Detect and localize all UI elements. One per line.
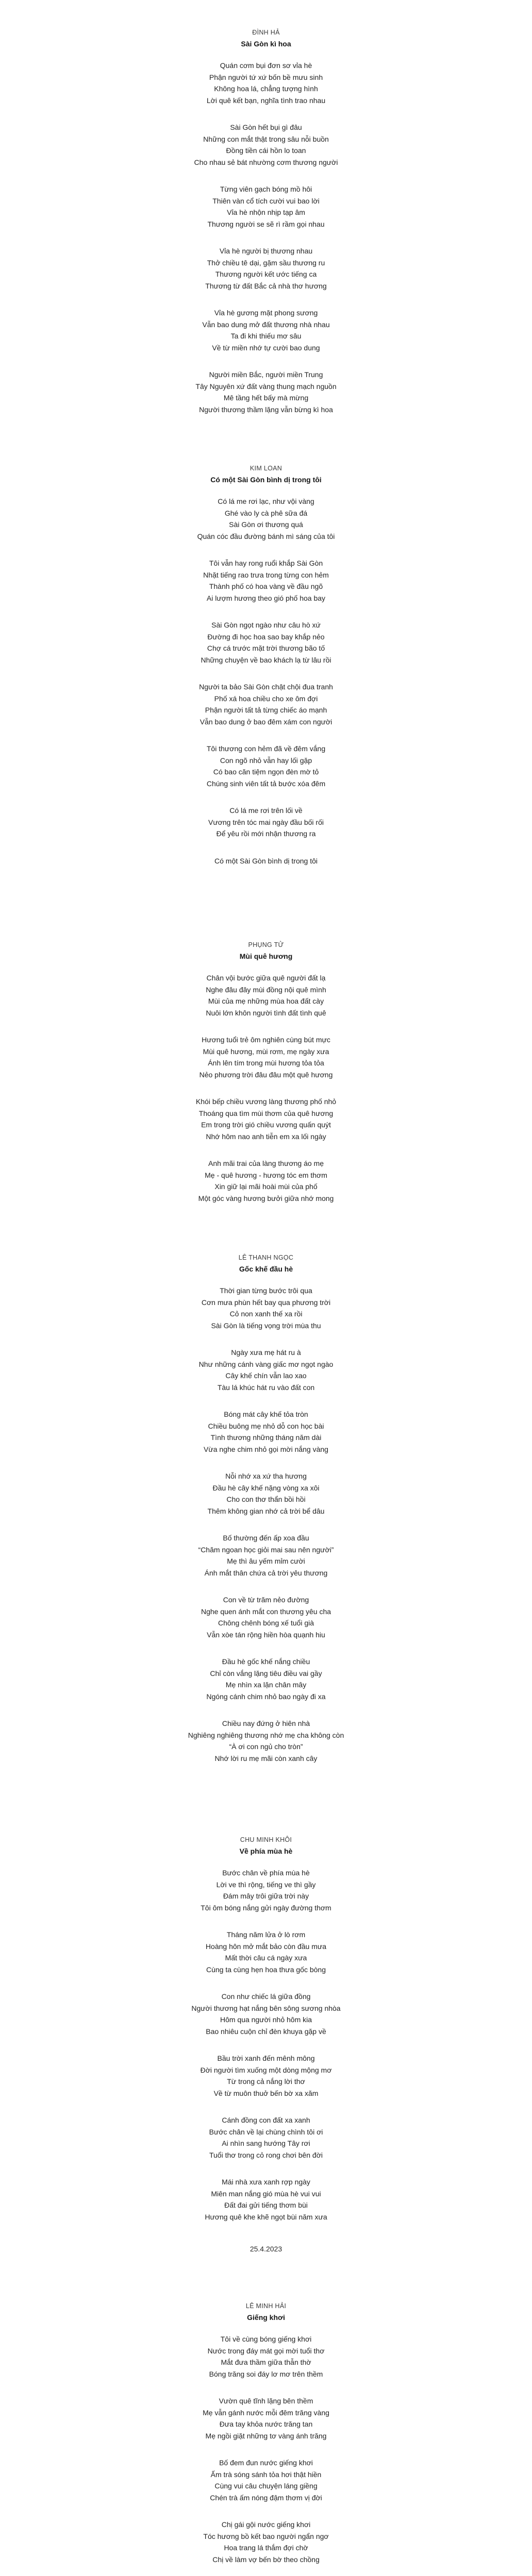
verse-line: Ai nhìn sang hướng Tây rơi xyxy=(222,2139,310,2147)
stanza xyxy=(0,369,532,415)
verse-line: Tây Nguyên xứ đất vàng thung mạch nguồn xyxy=(195,382,337,391)
poem-author: LÊ THANH NGỌC xyxy=(238,1254,294,1261)
verse-line: Khói bếp chiều vương làng thương phố nhỏ xyxy=(195,1097,337,1106)
stanza xyxy=(0,557,532,604)
verse-line: Mùi quê hương, mùi rơm, mẹ ngày xưa xyxy=(203,1047,329,1056)
verse-line: Thoáng qua tìm mùi thơm của quê hương xyxy=(198,1109,334,1117)
verse-line: Có lá me rơi lạc, như vội vàng xyxy=(218,497,314,505)
verse-line: Nỗi nhớ xa xứ tha hương xyxy=(225,1472,307,1480)
stanza xyxy=(0,496,532,542)
verse-line: Sài Gòn ơi thương quá xyxy=(229,520,303,529)
verse-line: Mẹ ngồi giặt những tơ vàng ánh trăng xyxy=(205,2431,327,2440)
verse-line: Vẫn bao dung ở bao đêm xám con người xyxy=(200,717,332,726)
verse-line: Vỉa hè gương mặt phong sương xyxy=(214,309,318,317)
verse-line: Sài Gòn hết bụi gì đâu xyxy=(230,123,302,131)
poem xyxy=(0,27,532,431)
verse-line: Nuôi lớn khôn người tình đất tình quê xyxy=(206,1008,326,1017)
verse-line: Bước chân về lại chùng chình tôi ơi xyxy=(209,2127,323,2136)
verse-line: Những chuyện về bao khách lạ từ lâu rồi xyxy=(201,655,331,664)
verse-line: Cùng vui câu chuyện láng giềng xyxy=(214,2482,318,2490)
verse-line: Như những cánh vàng giấc mơ ngọt ngào xyxy=(198,1360,334,1368)
verse-line: Em trong trời gió chiều vương quấn quýt xyxy=(201,1121,331,1129)
verse-line: Mê tầng hết bấy mà mừng xyxy=(223,394,309,402)
verse-line: Thiên vàn cổ tích cười vui bao lời xyxy=(212,196,320,205)
stanza xyxy=(0,743,532,789)
stanza xyxy=(0,2176,532,2223)
verse-line: Tôi về cùng bóng giếng khơi xyxy=(220,2335,312,2343)
verse-line: Bóng mát cây khế tỏa tròn xyxy=(224,1410,308,1418)
verse-line: Ánh lên tím trong mùi hương tỏa tỏa xyxy=(208,1059,324,1067)
stanza xyxy=(0,1409,532,1455)
stanza xyxy=(0,122,532,168)
verse-line: Cho con thơ thẩn bồi hồi xyxy=(226,1495,306,1503)
verse-line: Sài Gòn là tiếng vọng trời mùa thu xyxy=(211,1321,321,1330)
stanza xyxy=(0,1929,532,1975)
stanza xyxy=(0,2114,532,2161)
stanza xyxy=(0,855,532,867)
verse-line: Tàu lá khúc hát ru vào đất con xyxy=(217,1383,315,1392)
stanza xyxy=(0,60,532,106)
verse-line: Bầu trời xanh đến mênh mông xyxy=(217,2054,315,2062)
verse-line: Đồng tiền cái hồn lo toan xyxy=(226,146,306,155)
verse-line: Người thương thầm lặng vẫn bừng kì hoa xyxy=(199,405,333,414)
verse-line: Thời gian từng bước trôi qua xyxy=(220,1286,312,1295)
stanza xyxy=(0,1594,532,1640)
verse-line: Chị gái gội nước giếng khơi xyxy=(221,2520,311,2529)
verse-line: Thương người kết ước tiếng ca xyxy=(215,270,317,278)
stanza xyxy=(0,1096,532,1142)
verse-line: Mẹ vẫn gánh nước mỗi đêm trăng vàng xyxy=(203,2408,329,2417)
verse-line: Nghiêng nghiêng thương nhớ mẹ cha không còn xyxy=(188,1731,344,1739)
stanza xyxy=(0,183,532,230)
verse-line: “Chăm ngoan học giỏi mai sau nên người” xyxy=(198,1545,334,1554)
verse-line: Lời quê kết bạn, nghĩa tình trao nhau xyxy=(206,96,326,105)
verse-line: Nẻo phương trời đâu đâu một quê hương xyxy=(199,1070,333,1079)
poem-title: Giếng khơi xyxy=(247,2313,285,2321)
verse-line: Nhặt tiếng rao trưa trong từng con hẻm xyxy=(203,570,329,579)
verse-line: Phận người tất tả từng chiếc áo mạnh xyxy=(205,706,327,714)
verse-line: Bao nhiêu cuộn chỉ đèn khuya gặp về xyxy=(206,2027,326,2036)
verse-line: Vẫn bao dung mở đất thương nhà nhau xyxy=(202,320,330,329)
stanza xyxy=(0,972,532,1019)
verse-line: Mất thời câu cá ngày xưa xyxy=(225,1954,307,1962)
verse-line: Nhớ hôm nao anh tiễn em xa lối ngày xyxy=(206,1132,326,1141)
verse-line: Có lá me rơi trên lối về xyxy=(229,806,303,815)
verse-line: Nghe quen ánh mắt con thương yêu cha xyxy=(201,1607,331,1616)
verse-line: Mắt đưa thầm giữa thẫn thờ xyxy=(221,2358,311,2366)
verse-line: Bước chân về phía mùa hè xyxy=(222,1869,310,1877)
verse-line: Con như chiếc lá giữa đồng xyxy=(221,1992,311,2001)
verse-line: Chợ cá trước mặt trời thương bão tố xyxy=(207,644,325,652)
verse-line: Chúng sinh viên tất tả bước xóa đêm xyxy=(206,779,326,788)
stanza xyxy=(0,1158,532,1204)
verse-line: Ấm trà sóng sánh tỏa hơi thật hiền xyxy=(210,2470,322,2479)
stanza xyxy=(0,1347,532,1393)
verse-line: Cánh đồng con đất xa xanh xyxy=(222,2116,310,2124)
verse-line: Tóc hương bồ kết bao người ngẩn ngơ xyxy=(203,2532,329,2540)
verse-line: Ghé vào ly cà phê sữa đá xyxy=(224,509,308,517)
verse-line: Nhớ lời ru mẹ mãi còn xanh cây xyxy=(214,1754,318,1762)
verse-line: Thương từ đất Bắc cả nhà thơ hương xyxy=(205,281,327,290)
poem-title: Gốc khế đầu hè xyxy=(239,1265,293,1273)
poem-title: Về phía mùa hè xyxy=(239,1847,293,1855)
verse-line: Một góc vàng hương bưởi giữa nhớ mong xyxy=(198,1194,334,1202)
verse-line: Vườn quê tĩnh lặng bên thềm xyxy=(219,2397,313,2405)
verse-line: Miên man nắng gió mùa hè vui vui xyxy=(211,2189,321,2198)
verse-line: Lời ve thì rộng, tiếng ve thì gầy xyxy=(216,1880,316,1889)
verse-line: Cây khế chín vẫn lao xao xyxy=(225,1371,307,1380)
verse-line: Vỉa hè nhộn nhịp tạp âm xyxy=(227,208,305,216)
verse-line: Mẹ thì âu yếm mỉm cười xyxy=(227,1557,305,1565)
verse-line: Tôi ôm bóng nắng gửi ngày đường thơm xyxy=(201,1903,331,1912)
stanza xyxy=(0,1656,532,1702)
verse-line: Bố thường đến ấp xoa đầu xyxy=(223,1534,309,1542)
poem-author: ĐÌNH HẢ xyxy=(252,29,280,36)
verse-line: Con ngõ nhỏ vẫn hay lối gặp xyxy=(220,756,312,765)
verse-line: Tháng năm lửa ở lò rơm xyxy=(226,1930,306,1939)
verse-line: Tôi thương con hẻm đã về đêm vắng xyxy=(206,744,326,753)
verse-line: Hương tuổi trẻ ôm nghiên cùng bút mực xyxy=(202,1036,330,1044)
verse-line: Hôm qua người nhỏ hôm kia xyxy=(220,2015,312,2024)
stanza xyxy=(0,1285,532,1331)
stanza xyxy=(0,2053,532,2099)
verse-line: Ánh mắt thân chứa cả trời yêu thương xyxy=(204,1568,328,1577)
verse-line: Về từ miền nhớ tự cười bao dung xyxy=(212,343,320,352)
verse-line: Chiều buông mẹ nhỏ dỗ con học bài xyxy=(208,1421,324,1430)
stanza xyxy=(0,1532,532,1579)
stanza xyxy=(0,2395,532,2442)
verse-line: Về từ muôn thuở bến bờ xa xăm xyxy=(213,2089,319,2097)
verse-line: Bóng trăng soi đáy lơ mơ trên thềm xyxy=(209,2369,323,2378)
poem xyxy=(0,1834,532,2255)
verse-line: Sài Gòn ngọt ngào như câu hò xứ xyxy=(211,621,321,629)
verse-line: Vỉa hè người bị thương nhau xyxy=(219,247,313,255)
verse-line: Phận người tứ xứ bốn bề mưu sinh xyxy=(209,73,323,81)
verse-line: Những con mắt thật trong sâu nỗi buồn xyxy=(203,134,329,143)
verse-line: Người thương hạt nắng bên sông sương nhòa xyxy=(191,2004,341,2012)
verse-line: Cỏ non xanh thế xa rồi xyxy=(229,1310,303,1318)
verse-line: Đường đi học hoa sao bay khắp nẻo xyxy=(207,632,325,641)
verse-line: Chỉ còn vắng lặng tiêu điều vai gầy xyxy=(210,1669,322,1677)
stanza xyxy=(0,1867,532,1913)
stanza xyxy=(0,1718,532,1764)
verse-line: Nghe đâu đây mùi đồng nội quê mình xyxy=(206,985,326,994)
stanza xyxy=(0,805,532,840)
verse-line: Vừa nghe chim nhỏ gọi mời nắng vàng xyxy=(204,1445,328,1453)
verse-line: Mẹ nhìn xa lặn chân mây xyxy=(225,1681,307,1689)
poem xyxy=(0,939,532,1219)
verse-line: Đầu hè cây khế nặng vòng xa xôi xyxy=(212,1483,320,1492)
verse-line: Chiều nay đứng ở hiên nhà xyxy=(222,1719,310,1727)
verse-line: Từng viên gạch bóng mồ hôi xyxy=(220,185,312,193)
poem xyxy=(0,463,532,882)
verse-line: Cơn mưa phùn hết bay qua phương trời xyxy=(201,1298,331,1307)
verse-line: Có một Sài Gòn bình dị trong tôi xyxy=(214,856,318,865)
verse-line: Hoàng hôn mở mắt bảo còn đầu mưa xyxy=(205,1942,327,1951)
stanza xyxy=(0,1991,532,2037)
poem-title: Sài Gòn kì hoa xyxy=(241,40,291,48)
verse-line: Vẫn xòe tán rộng hiền hòa quạnh hiu xyxy=(207,1630,325,1639)
stanza xyxy=(0,619,532,666)
verse-line: Hương quê khe khẽ ngọt bùi năm xưa xyxy=(205,2212,327,2221)
verse-line: Phố xá hoa chiều cho xe ôm đợi xyxy=(214,694,318,703)
verse-line: Cùng ta cùng hẹn hoa thưa gốc bòng xyxy=(206,1965,326,1974)
verse-line: Quán cóc đầu đường bánh mì sáng của tôi xyxy=(197,532,335,540)
verse-line: Anh mãi trai của làng thương áo mẹ xyxy=(208,1159,324,1167)
stanza xyxy=(0,2519,532,2565)
verse-line: Tuổi thơ trong cỏ rong chơi bên đời xyxy=(209,2150,323,2159)
verse-line: Chị về làm vợ bến bờ theo chồng xyxy=(212,2555,320,2564)
verse-line: Người miền Bắc, người miền Trung xyxy=(209,370,323,379)
stanza xyxy=(0,1034,532,1080)
stanza xyxy=(0,245,532,292)
verse-line: Chông chênh bóng xế tuổi già xyxy=(218,1619,314,1627)
verse-line: Thêm không gian nhớ cả trời bể dâu xyxy=(207,1506,325,1515)
poem-title: Có một Sài Gòn bình dị trong tôi xyxy=(210,476,322,484)
verse-line: Đời người tìm xuống một dòng mộng mơ xyxy=(200,2065,332,2074)
poem-date: 25.4.2023 xyxy=(250,2245,282,2253)
verse-line: Ngày xưa mẹ hát ru à xyxy=(231,1348,301,1357)
verse-line: Để yêu rồi mới nhận thương ra xyxy=(216,829,316,838)
poem-title: Mùi quê hương xyxy=(239,952,293,960)
poem-author: KIM LOAN xyxy=(250,465,282,472)
verse-line: Quán cơm bụi đơn sơ vỉa hè xyxy=(220,61,312,70)
verse-line: Hoa trang lá thắm đợi chờ xyxy=(224,2544,308,2552)
verse-line: Đám mây trôi giữa trời này xyxy=(223,1892,309,1900)
stanza xyxy=(0,1470,532,1517)
verse-line: Mái nhà xưa xanh rợp ngày xyxy=(222,2178,310,2186)
verse-line: Người ta bảo Sài Gòn chật chội đua tranh xyxy=(199,683,333,691)
stanza xyxy=(0,2333,532,2380)
verse-line: Thương người se sẽ rì rầm gọi nhau xyxy=(207,219,325,228)
verse-line: Cho nhau sẻ bát nhường cơm thương người xyxy=(194,158,338,166)
verse-line: Mùi của mẹ những mùa hoa đất cày xyxy=(208,997,324,1005)
verse-line: Mẹ - quê hương - hương tóc em thơm xyxy=(205,1171,327,1179)
verse-line: “À ơi con ngủ cho tròn” xyxy=(229,1742,303,1751)
verse-line: Thở chiều tê dại, gặm sầu thương ru xyxy=(207,258,325,267)
verse-line: Ai lượm hương theo gió phố hoa bay xyxy=(206,594,326,602)
stanza xyxy=(0,2457,532,2503)
stanza xyxy=(0,307,532,353)
verse-line: Có bao căn tiệm ngọn đèn mờ tỏ xyxy=(213,768,319,776)
poem xyxy=(0,1252,532,1780)
poem xyxy=(0,2300,532,2576)
verse-line: Không hoa lá, chẳng tượng hình xyxy=(214,84,318,93)
verse-line: Từ trong cả nắng lời thơ xyxy=(227,2077,305,2086)
verse-line: Thành phố có hoa vàng về đầu ngõ xyxy=(209,582,323,590)
poem-author: LÊ MINH HẢI xyxy=(245,2302,287,2310)
verse-line: Đầu hè gốc khế nắng chiều xyxy=(222,1657,310,1666)
verse-line: Tôi vẫn hay rong ruổi khắp Sài Gòn xyxy=(209,559,323,567)
verse-line: Đưa tay khỏa nước trăng tan xyxy=(219,2420,313,2428)
poem-author: PHỤNG TỬ xyxy=(248,941,284,948)
verse-line: Tình thương những tháng năm dài xyxy=(210,1433,322,1442)
verse-line: Con về từ trăm nẻo đường xyxy=(223,1596,309,1604)
verse-line: Xin giữ lại mãi hoài mùi của phố xyxy=(214,1182,318,1191)
verse-line: Ngóng cánh chim nhỏ bao ngày đi xa xyxy=(206,1692,326,1701)
verse-line: Ta đi khi thiếu mơ sâu xyxy=(230,332,302,340)
verse-line: Vương trên tóc mai ngày đầu bối rối xyxy=(208,818,324,826)
stanza xyxy=(0,681,532,727)
verse-line: Chân vội bước giữa quê người đất lạ xyxy=(206,974,326,982)
verse-line: Nước trong đáy mát gọi mời tuổi thơ xyxy=(207,2346,325,2355)
verse-line: Đất đai gửi tiếng thơm bùi xyxy=(224,2201,308,2209)
verse-line: Bố đem đun nước giếng khơi xyxy=(219,2459,313,2467)
poem-author: CHU MINH KHÔI xyxy=(240,1836,292,1843)
verse-line: Chén trà ấm nóng đậm thơm vị đời xyxy=(210,2493,322,2502)
